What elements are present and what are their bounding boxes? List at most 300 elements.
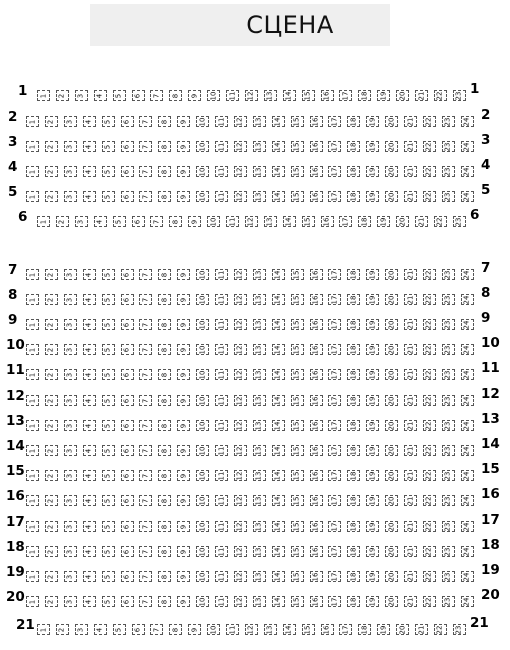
seat[interactable] [404, 470, 417, 481]
seat[interactable] [196, 445, 209, 456]
seat[interactable] [434, 216, 447, 227]
seat[interactable] [215, 141, 228, 152]
seat[interactable] [102, 420, 115, 431]
seat[interactable] [423, 141, 436, 152]
seat[interactable] [121, 420, 134, 431]
seat[interactable] [215, 191, 228, 202]
seat[interactable] [139, 116, 152, 127]
seat[interactable] [234, 191, 247, 202]
seat[interactable] [169, 90, 182, 101]
seat[interactable] [121, 166, 134, 177]
seat[interactable] [26, 191, 39, 202]
seat[interactable] [385, 116, 398, 127]
seat[interactable] [177, 420, 190, 431]
seat[interactable] [83, 571, 96, 582]
seat[interactable] [328, 395, 341, 406]
seat[interactable] [385, 596, 398, 607]
seat[interactable] [423, 269, 436, 280]
seat[interactable] [461, 369, 474, 380]
seat[interactable] [177, 470, 190, 481]
seat[interactable] [310, 445, 323, 456]
seat[interactable] [26, 344, 39, 355]
seat[interactable] [423, 369, 436, 380]
seat[interactable] [328, 369, 341, 380]
seat[interactable] [423, 495, 436, 506]
seat[interactable] [26, 571, 39, 582]
seat[interactable] [177, 141, 190, 152]
seat[interactable] [83, 596, 96, 607]
seat[interactable] [366, 319, 379, 330]
seat[interactable] [461, 420, 474, 431]
seat[interactable] [56, 90, 69, 101]
seat[interactable] [139, 369, 152, 380]
seat[interactable] [26, 546, 39, 557]
seat[interactable] [56, 624, 69, 635]
seat[interactable] [113, 624, 126, 635]
seat[interactable] [442, 470, 455, 481]
seat[interactable] [366, 420, 379, 431]
seat[interactable] [415, 624, 428, 635]
seat[interactable] [339, 216, 352, 227]
seat[interactable] [37, 90, 50, 101]
seat[interactable] [102, 571, 115, 582]
seat[interactable] [64, 319, 77, 330]
seat[interactable] [291, 319, 304, 330]
seat[interactable] [253, 546, 266, 557]
seat[interactable] [396, 216, 409, 227]
seat[interactable] [423, 521, 436, 532]
seat[interactable] [423, 571, 436, 582]
seat[interactable] [272, 166, 285, 177]
seat[interactable] [234, 445, 247, 456]
seat[interactable] [321, 216, 334, 227]
seat[interactable] [442, 395, 455, 406]
seat[interactable] [234, 294, 247, 305]
seat[interactable] [83, 319, 96, 330]
seat[interactable] [423, 420, 436, 431]
seat[interactable] [347, 344, 360, 355]
seat[interactable] [423, 319, 436, 330]
seat[interactable] [215, 470, 228, 481]
seat[interactable] [26, 269, 39, 280]
seat[interactable] [310, 495, 323, 506]
seat[interactable] [366, 596, 379, 607]
seat[interactable] [83, 269, 96, 280]
seat[interactable] [83, 395, 96, 406]
seat[interactable] [215, 344, 228, 355]
seat[interactable] [253, 294, 266, 305]
seat[interactable] [385, 445, 398, 456]
seat[interactable] [404, 141, 417, 152]
seat[interactable] [158, 269, 171, 280]
seat[interactable] [196, 344, 209, 355]
seat[interactable] [121, 319, 134, 330]
seat[interactable] [215, 596, 228, 607]
seat[interactable] [434, 624, 447, 635]
seat[interactable] [245, 624, 258, 635]
seat[interactable] [302, 624, 315, 635]
seat[interactable] [404, 521, 417, 532]
seat[interactable] [196, 269, 209, 280]
seat[interactable] [461, 395, 474, 406]
seat[interactable] [310, 344, 323, 355]
seat[interactable] [310, 269, 323, 280]
seat[interactable] [442, 116, 455, 127]
seat[interactable] [253, 166, 266, 177]
seat[interactable] [196, 420, 209, 431]
seat[interactable] [75, 90, 88, 101]
seat[interactable] [45, 546, 58, 557]
seat[interactable] [385, 344, 398, 355]
seat[interactable] [158, 420, 171, 431]
seat[interactable] [385, 294, 398, 305]
seat[interactable] [461, 546, 474, 557]
seat[interactable] [215, 269, 228, 280]
seat[interactable] [102, 521, 115, 532]
seat[interactable] [423, 116, 436, 127]
seat[interactable] [45, 141, 58, 152]
seat[interactable] [158, 546, 171, 557]
seat[interactable] [45, 395, 58, 406]
seat[interactable] [442, 445, 455, 456]
seat[interactable] [102, 319, 115, 330]
seat[interactable] [461, 294, 474, 305]
seat[interactable] [83, 166, 96, 177]
seat[interactable] [26, 596, 39, 607]
seat[interactable] [347, 116, 360, 127]
seat[interactable] [102, 369, 115, 380]
seat[interactable] [121, 344, 134, 355]
seat[interactable] [64, 445, 77, 456]
seat[interactable] [188, 216, 201, 227]
seat[interactable] [64, 495, 77, 506]
seat[interactable] [45, 571, 58, 582]
seat[interactable] [45, 470, 58, 481]
seat[interactable] [310, 116, 323, 127]
seat[interactable] [291, 546, 304, 557]
seat[interactable] [328, 269, 341, 280]
seat[interactable] [396, 624, 409, 635]
seat[interactable] [177, 546, 190, 557]
seat[interactable] [234, 470, 247, 481]
seat[interactable] [310, 521, 323, 532]
seat[interactable] [121, 269, 134, 280]
seat[interactable] [328, 495, 341, 506]
seat[interactable] [196, 495, 209, 506]
seat[interactable] [113, 216, 126, 227]
seat[interactable] [102, 269, 115, 280]
seat[interactable] [245, 90, 258, 101]
seat[interactable] [253, 571, 266, 582]
seat[interactable] [366, 141, 379, 152]
seat[interactable] [328, 596, 341, 607]
seat[interactable] [404, 269, 417, 280]
seat[interactable] [158, 319, 171, 330]
seat[interactable] [196, 596, 209, 607]
seat[interactable] [461, 571, 474, 582]
seat[interactable] [45, 191, 58, 202]
seat[interactable] [45, 596, 58, 607]
seat[interactable] [45, 495, 58, 506]
seat[interactable] [234, 166, 247, 177]
seat[interactable] [188, 90, 201, 101]
seat[interactable] [404, 116, 417, 127]
seat[interactable] [64, 191, 77, 202]
seat[interactable] [158, 596, 171, 607]
seat[interactable] [45, 344, 58, 355]
seat[interactable] [310, 546, 323, 557]
seat[interactable] [358, 90, 371, 101]
seat[interactable] [26, 495, 39, 506]
seat[interactable] [234, 546, 247, 557]
seat[interactable] [321, 624, 334, 635]
seat[interactable] [121, 191, 134, 202]
seat[interactable] [264, 624, 277, 635]
seat[interactable] [139, 319, 152, 330]
seat[interactable] [94, 624, 107, 635]
seat[interactable] [404, 546, 417, 557]
seat[interactable] [215, 420, 228, 431]
seat[interactable] [150, 624, 163, 635]
seat[interactable] [423, 470, 436, 481]
seat[interactable] [366, 191, 379, 202]
seat[interactable] [45, 269, 58, 280]
seat[interactable] [328, 571, 341, 582]
seat[interactable] [404, 191, 417, 202]
seat[interactable] [385, 495, 398, 506]
seat[interactable] [196, 395, 209, 406]
seat[interactable] [453, 216, 466, 227]
seat[interactable] [139, 495, 152, 506]
seat[interactable] [158, 344, 171, 355]
seat[interactable] [94, 216, 107, 227]
seat[interactable] [291, 344, 304, 355]
seat[interactable] [196, 294, 209, 305]
seat[interactable] [404, 369, 417, 380]
seat[interactable] [177, 166, 190, 177]
seat[interactable] [177, 344, 190, 355]
seat[interactable] [226, 216, 239, 227]
seat[interactable] [45, 294, 58, 305]
seat[interactable] [177, 571, 190, 582]
seat[interactable] [26, 521, 39, 532]
seat[interactable] [347, 571, 360, 582]
seat[interactable] [423, 395, 436, 406]
seat[interactable] [158, 395, 171, 406]
seat[interactable] [26, 470, 39, 481]
seat[interactable] [113, 90, 126, 101]
seat[interactable] [461, 596, 474, 607]
seat[interactable] [121, 141, 134, 152]
seat[interactable] [64, 369, 77, 380]
seat[interactable] [272, 319, 285, 330]
seat[interactable] [196, 166, 209, 177]
seat[interactable] [310, 571, 323, 582]
seat[interactable] [158, 445, 171, 456]
seat[interactable] [177, 116, 190, 127]
seat[interactable] [132, 624, 145, 635]
seat[interactable] [347, 470, 360, 481]
seat[interactable] [328, 166, 341, 177]
seat[interactable] [26, 116, 39, 127]
seat[interactable] [234, 269, 247, 280]
seat[interactable] [45, 166, 58, 177]
seat[interactable] [234, 521, 247, 532]
seat[interactable] [158, 191, 171, 202]
seat[interactable] [347, 269, 360, 280]
seat[interactable] [404, 294, 417, 305]
seat[interactable] [415, 90, 428, 101]
seat[interactable] [404, 344, 417, 355]
seat[interactable] [404, 571, 417, 582]
seat[interactable] [234, 395, 247, 406]
seat[interactable] [139, 269, 152, 280]
seat[interactable] [102, 294, 115, 305]
seat[interactable] [45, 521, 58, 532]
seat[interactable] [347, 521, 360, 532]
seat[interactable] [45, 319, 58, 330]
seat[interactable] [64, 420, 77, 431]
seat[interactable] [83, 116, 96, 127]
seat[interactable] [139, 420, 152, 431]
seat[interactable] [461, 319, 474, 330]
seat[interactable] [404, 445, 417, 456]
seat[interactable] [234, 116, 247, 127]
seat[interactable] [132, 216, 145, 227]
seat[interactable] [385, 319, 398, 330]
seat[interactable] [215, 445, 228, 456]
seat[interactable] [139, 191, 152, 202]
seat[interactable] [253, 495, 266, 506]
seat[interactable] [310, 141, 323, 152]
seat[interactable] [328, 191, 341, 202]
seat[interactable] [83, 445, 96, 456]
seat[interactable] [158, 495, 171, 506]
seat[interactable] [37, 216, 50, 227]
seat[interactable] [121, 445, 134, 456]
seat[interactable] [442, 141, 455, 152]
seat[interactable] [139, 445, 152, 456]
seat[interactable] [347, 319, 360, 330]
seat[interactable] [56, 216, 69, 227]
seat[interactable] [64, 269, 77, 280]
seat[interactable] [139, 596, 152, 607]
seat[interactable] [366, 116, 379, 127]
seat[interactable] [272, 571, 285, 582]
seat[interactable] [215, 319, 228, 330]
seat[interactable] [291, 294, 304, 305]
seat[interactable] [404, 596, 417, 607]
seat[interactable] [366, 395, 379, 406]
seat[interactable] [310, 369, 323, 380]
seat[interactable] [139, 470, 152, 481]
seat[interactable] [253, 445, 266, 456]
seat[interactable] [272, 445, 285, 456]
seat[interactable] [158, 571, 171, 582]
seat[interactable] [234, 571, 247, 582]
seat[interactable] [215, 521, 228, 532]
seat[interactable] [347, 495, 360, 506]
seat[interactable] [328, 420, 341, 431]
seat[interactable] [328, 319, 341, 330]
seat[interactable] [396, 90, 409, 101]
seat[interactable] [26, 369, 39, 380]
seat[interactable] [423, 294, 436, 305]
seat[interactable] [385, 546, 398, 557]
seat[interactable] [75, 624, 88, 635]
seat[interactable] [102, 495, 115, 506]
seat[interactable] [102, 445, 115, 456]
seat[interactable] [328, 344, 341, 355]
seat[interactable] [385, 369, 398, 380]
seat[interactable] [177, 369, 190, 380]
seat[interactable] [291, 420, 304, 431]
seat[interactable] [45, 116, 58, 127]
seat[interactable] [291, 191, 304, 202]
seat[interactable] [102, 141, 115, 152]
seat[interactable] [26, 319, 39, 330]
seat[interactable] [196, 521, 209, 532]
seat[interactable] [385, 141, 398, 152]
seat[interactable] [121, 596, 134, 607]
seat[interactable] [442, 319, 455, 330]
seat[interactable] [121, 116, 134, 127]
seat[interactable] [215, 571, 228, 582]
seat[interactable] [385, 166, 398, 177]
seat[interactable] [139, 141, 152, 152]
seat[interactable] [64, 521, 77, 532]
seat[interactable] [453, 624, 466, 635]
seat[interactable] [121, 470, 134, 481]
seat[interactable] [328, 294, 341, 305]
seat[interactable] [64, 571, 77, 582]
seat[interactable] [442, 269, 455, 280]
seat[interactable] [328, 116, 341, 127]
seat[interactable] [64, 546, 77, 557]
seat[interactable] [442, 166, 455, 177]
seat[interactable] [83, 521, 96, 532]
seat[interactable] [415, 216, 428, 227]
seat[interactable] [245, 216, 258, 227]
seat[interactable] [310, 596, 323, 607]
seat[interactable] [177, 395, 190, 406]
seat[interactable] [272, 269, 285, 280]
seat[interactable] [207, 624, 220, 635]
seat[interactable] [347, 395, 360, 406]
seat[interactable] [291, 596, 304, 607]
seat[interactable] [139, 294, 152, 305]
seat[interactable] [64, 141, 77, 152]
seat[interactable] [347, 141, 360, 152]
seat[interactable] [64, 294, 77, 305]
seat[interactable] [366, 344, 379, 355]
seat[interactable] [328, 470, 341, 481]
seat[interactable] [83, 344, 96, 355]
seat[interactable] [328, 521, 341, 532]
seat[interactable] [291, 495, 304, 506]
seat[interactable] [215, 116, 228, 127]
seat[interactable] [158, 141, 171, 152]
seat[interactable] [434, 90, 447, 101]
seat[interactable] [291, 571, 304, 582]
seat[interactable] [139, 166, 152, 177]
seat[interactable] [253, 395, 266, 406]
seat[interactable] [196, 191, 209, 202]
seat[interactable] [291, 269, 304, 280]
seat[interactable] [366, 495, 379, 506]
seat[interactable] [234, 141, 247, 152]
seat[interactable] [272, 141, 285, 152]
